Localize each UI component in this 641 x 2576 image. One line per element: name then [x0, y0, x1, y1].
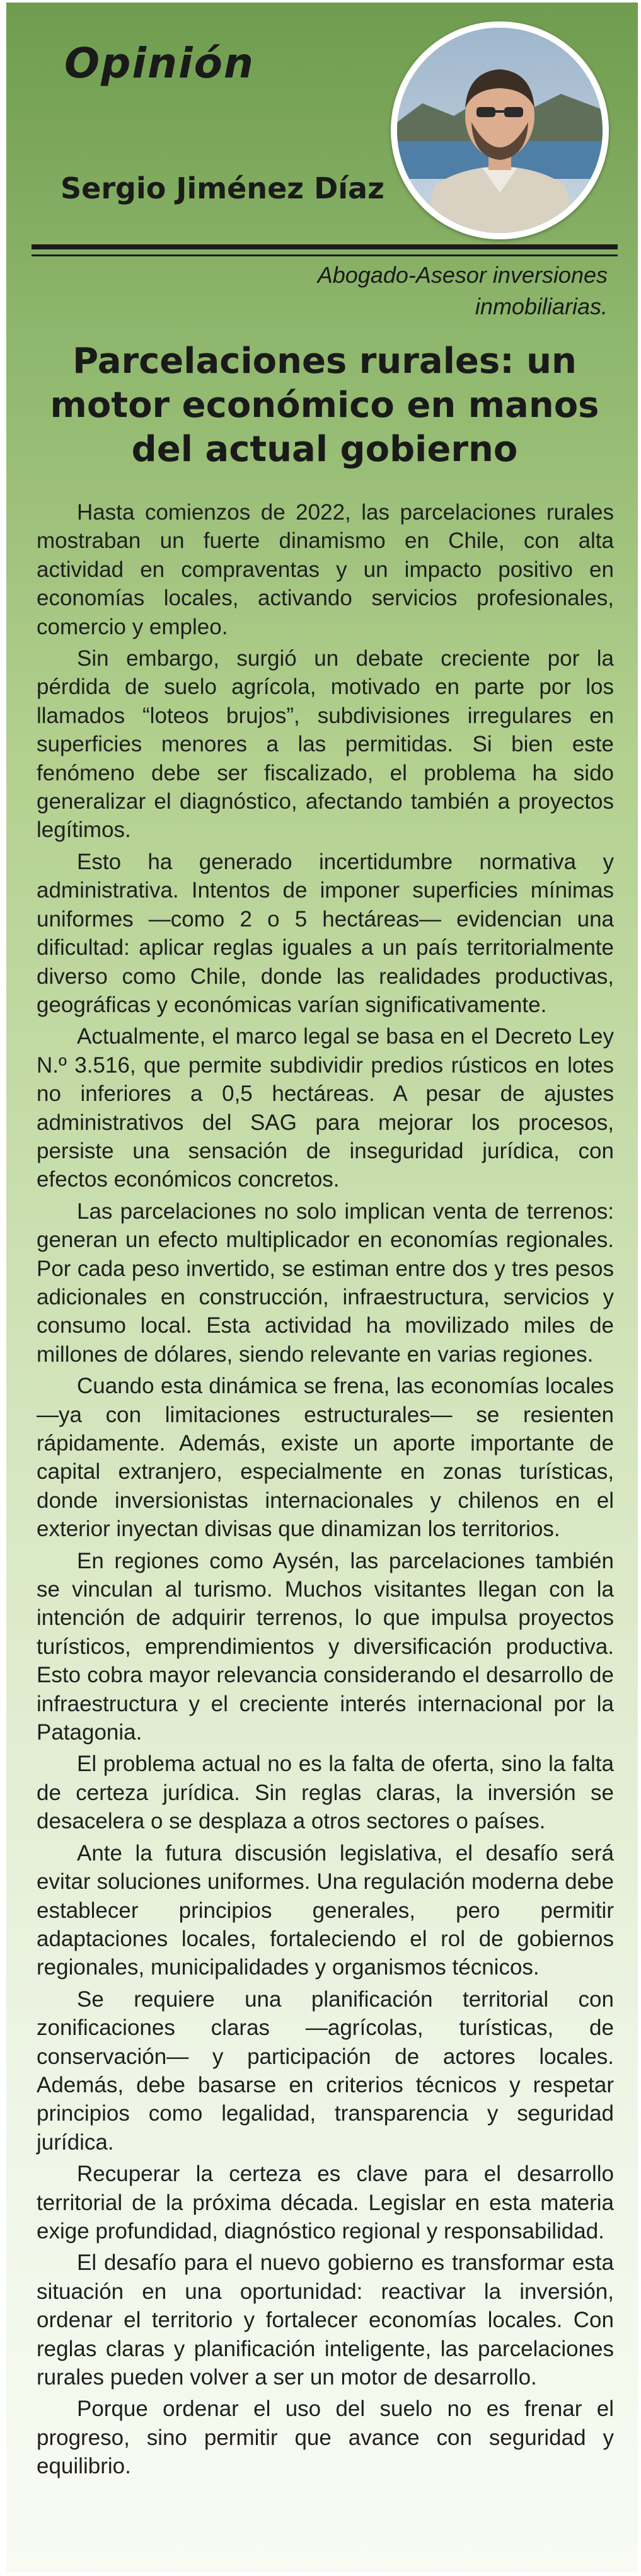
opinion-column — [6, 3, 638, 2572]
paragraph: Actualmente, el marco legal se basa en el Decreto Ley N.º 3.516, que permite subdividir predios rústicos en lotes no inferiores a 0,5 hectáreas. A pesar de ajustes administrativos del SAG para mejorar los procesos, persiste una sensación de inseguridad jurídica, con efectos económicos concretos. — [37, 1024, 614, 1192]
paragraph: Las parcelaciones no solo implican venta de terrenos: generan un efecto multiplicador en economías regionales. Por cada peso invertido, se estiman entre dos y tres pesos adicionales en construcción, infraestructura, servicios y consumo local. Esta actividad ha movilizado miles de millones de dólares, siendo relevante en varias regiones. — [37, 1199, 614, 1367]
author-photo — [391, 21, 609, 239]
paragraph: Recuperar la certeza es clave para el desarrollo territorial de la próxima década. Legislar en esta materia exige profundidad, diagnóstico regional y responsabilidad. — [37, 2162, 614, 2243]
section-title: Opinión — [64, 39, 255, 88]
paragraph: Porque ordenar el uso del suelo no es frenar el progreso, sino permitir que avance con seguridad y equilibrio. — [37, 2396, 614, 2479]
author-credential: Abogado-Asesor inversiones inmobiliarias. — [317, 262, 608, 319]
header-divider — [32, 244, 618, 249]
article-body — [37, 498, 614, 2484]
paragraph: El problema actual no es la falta de oferta, sino la falta de certeza jurídica. Sin reglas claras, la inversión se desacelera o se desplaza a otros sectores o países. — [37, 1752, 614, 1834]
paragraph: Cuando esta dinámica se frena, las economías locales —ya con limitaciones estructurales— se resienten rápidamente. Además, existe un aporte importante de capital extranjero, especialmente en zonas turísticas, donde inversionistas internacionales y chilenos en el exterior inyectan divisas que dinamizan los territorios. — [37, 1374, 614, 1542]
paragraph: Sin embargo, surgió un debate creciente por la pérdida de suelo agrícola, motivado en parte por los llamados “loteos brujos”, subdivisiones irregulares en superficies menores a las permitidas. Si bien este fenómeno debe ser fiscalizado, el problema ha sido generalizar el diagnóstico, afectando también a proyectos legítimos. — [37, 646, 614, 843]
paragraph: Esto ha generado incertidumbre normativa y administrativa. Intentos de imponer superficies mínimas uniformes —como 2 o 5 hectáreas— evidencian una dificultad: aplicar reglas iguales a un país territorialmente diverso como Chile, donde las realidades productivas, geográficas y económicas varían significativamente. — [37, 849, 614, 1017]
paragraph: En regiones como Aysén, las parcelaciones también se vinculan al turismo. Muchos visitantes llegan con la intención de adquirir terrenos, lo que impulsa proyectos turísticos, emprendimientos y diversificación productiva. Esto cobra mayor relevancia considerando el desarrollo de infraestructura y el creciente interés internacional por la Patagonia. — [37, 1548, 614, 1745]
article-headline: Parcelaciones rurales: un motor económico en manos del actual gobierno — [50, 341, 599, 470]
paragraph: Hasta comienzos de 2022, las parcelaciones rurales mostraban un fuerte dinamismo en Chile, con alta actividad en compraventas y un impacto positivo en economías locales, activando servicios profesionales, comercio y empleo. — [37, 500, 614, 639]
header-divider-thin — [32, 254, 618, 256]
paragraph: Se requiere una planificación territorial con zonificaciones claras —agrícolas, turísticas, de conservación— y participación de actores locales. Además, debe basarse en criterios técnicos y respetar principios como legalidad, transparencia y seguridad jurídica. — [37, 1986, 614, 2155]
author-name: Sergio Jiménez Díaz — [61, 171, 384, 205]
paragraph: El desafío para el nuevo gobierno es transformar esta situación en una oportunidad: reactivar la inversión, ordenar el territorio y fortalecer economías locales. Con reglas claras y planificación inteligente, las parcelaciones rurales pueden volver a ser un motor de desarrollo. — [37, 2250, 614, 2390]
paragraph: Ante la futura discusión legislativa, el desafío será evitar soluciones uniformes. Una regulación moderna debe establecer principios generales, pero permitir adaptaciones locales, fortaleciendo el rol de gobiernos regionales, municipalidades y organismos técnicos. — [37, 1840, 614, 1980]
